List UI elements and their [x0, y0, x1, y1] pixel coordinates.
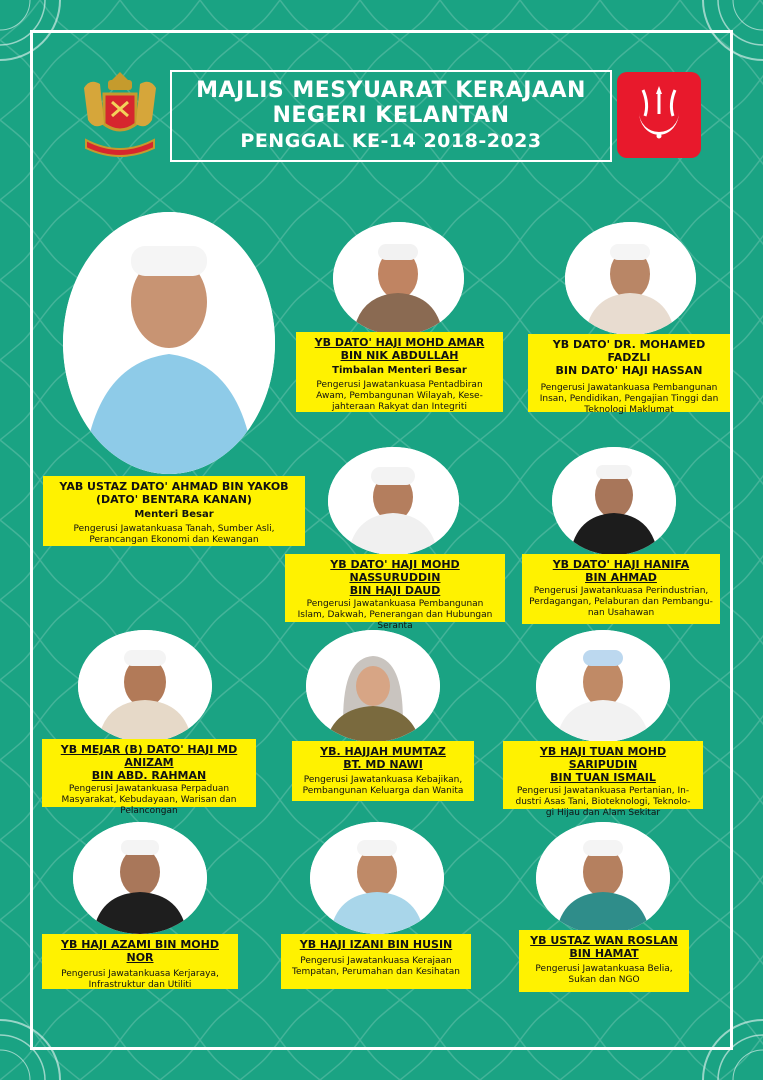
- party-flag-icon: [617, 72, 701, 158]
- portrait-photo: [73, 822, 207, 934]
- member-portfolio: Pengerusi Jawatankuasa Pentadbiran Awam, Pembangunan Wilayah, Kese- jahteraan Rakyat dan Integriti: [316, 380, 483, 412]
- member-role: Timbalan Menteri Besar: [332, 365, 467, 376]
- member-name: YB MEJAR (B) DATO' HAJI MD ANIZAM BIN ABD. RAHMAN: [60, 743, 238, 782]
- title-line-3: PENGGAL KE-14 2018-2023: [240, 130, 542, 152]
- member-card: [292, 741, 474, 801]
- corner-ornament-icon: [0, 0, 70, 70]
- corner-ornament-icon: [693, 0, 763, 70]
- member-card: [43, 476, 305, 546]
- portrait-photo: [565, 222, 696, 335]
- member-name: YB DATO' HAJI MOHD AMAR BIN NIK ABDULLAH: [314, 336, 485, 362]
- member-card: [296, 332, 503, 412]
- member-card: [285, 554, 505, 631]
- member-name: YB HAJI TUAN MOHD SARIPUDIN BIN TUAN ISMAIL: [539, 745, 667, 784]
- portrait-photo: [333, 222, 464, 335]
- member-portfolio: Pengerusi Jawatankuasa Kebajikan, Pembangunan Keluarga dan Wanita: [302, 775, 464, 796]
- member-card: [522, 554, 720, 624]
- member-card: [503, 741, 703, 818]
- portrait-photo: [78, 630, 212, 742]
- member-portfolio: Pengerusi Jawatankuasa Perpaduan Masyarakat, Kebudayaan, Warisan dan Pelancongan: [61, 784, 237, 816]
- portrait-photo: [536, 630, 670, 742]
- member-card: [42, 934, 238, 989]
- portrait-photo: [536, 822, 670, 934]
- member-card: [281, 934, 471, 989]
- member-portfolio: Pengerusi Jawatankuasa Perindustrian, Perdagangan, Pelaburan dan Pembangu- nan Usahawan: [529, 586, 713, 618]
- member-portfolio: Pengerusi Jawatankuasa Tanah, Sumber Asli, Perancangan Ekonomi dan Kewangan: [73, 524, 275, 545]
- portrait-photo: [328, 447, 459, 555]
- member-name: YB DATO' DR. MOHAMED FADZLI BIN DATO' HAJI HASSAN: [552, 338, 706, 377]
- member-name: YB. HAJJAH MUMTAZ BT. MD NAWI: [320, 745, 446, 771]
- portrait-photo: [552, 447, 676, 555]
- corner-ornament-icon: [693, 1010, 763, 1080]
- portrait-photo: [63, 212, 275, 474]
- portrait-photo: [306, 630, 440, 742]
- member-role: Menteri Besar: [134, 509, 214, 520]
- member-name: YB DATO' HAJI MOHD NASSURUDDIN BIN HAJI DAUD: [330, 558, 460, 597]
- member-portfolio: Pengerusi Jawatankuasa Kerajaan Tempatan, Perumahan dan Kesihatan: [291, 956, 461, 977]
- member-name: YB USTAZ WAN ROSLAN BIN HAMAT: [530, 934, 678, 960]
- state-crest-icon: [74, 68, 166, 164]
- member-name: YB DATO' HAJI HANIFA BIN AHMAD: [552, 558, 690, 584]
- member-portfolio: Pengerusi Jawatankuasa Kerjaraya, Infrastruktur dan Utiliti: [61, 969, 219, 990]
- member-name: YB HAJI IZANI BIN HUSIN: [299, 938, 453, 951]
- title-line-1: MAJLIS MESYUARAT KERAJAAN: [196, 78, 586, 103]
- member-portfolio: Pengerusi Jawatankuasa Belia, Sukan dan NGO: [535, 964, 673, 985]
- member-card: [528, 334, 730, 415]
- member-card: [42, 739, 256, 816]
- member-name: YAB USTAZ DATO' AHMAD BIN YAKOB (DATO' BENTARA KANAN): [59, 480, 289, 506]
- member-portfolio: Pengerusi Jawatankuasa Pembangunan Islam, Dakwah, Penerangan dan Hubungan Seranta: [297, 599, 493, 631]
- member-name: YB HAJI AZAMI BIN MOHD NOR: [61, 938, 219, 964]
- title-line-2: NEGERI KELANTAN: [272, 103, 510, 128]
- title-box: [170, 70, 612, 162]
- portrait-photo: [310, 822, 444, 934]
- member-portfolio: Pengerusi Jawatankuasa Pertanian, In- dustri Asas Tani, Bioteknologi, Teknolo- gi Hijau dan Alam Sekitar: [515, 786, 691, 818]
- corner-ornament-icon: [0, 1010, 70, 1080]
- member-portfolio: Pengerusi Jawatankuasa Pembangunan Insan, Pendidikan, Pengajian Tinggi dan Teknologi Maklumat: [539, 383, 719, 415]
- member-card: [519, 930, 689, 992]
